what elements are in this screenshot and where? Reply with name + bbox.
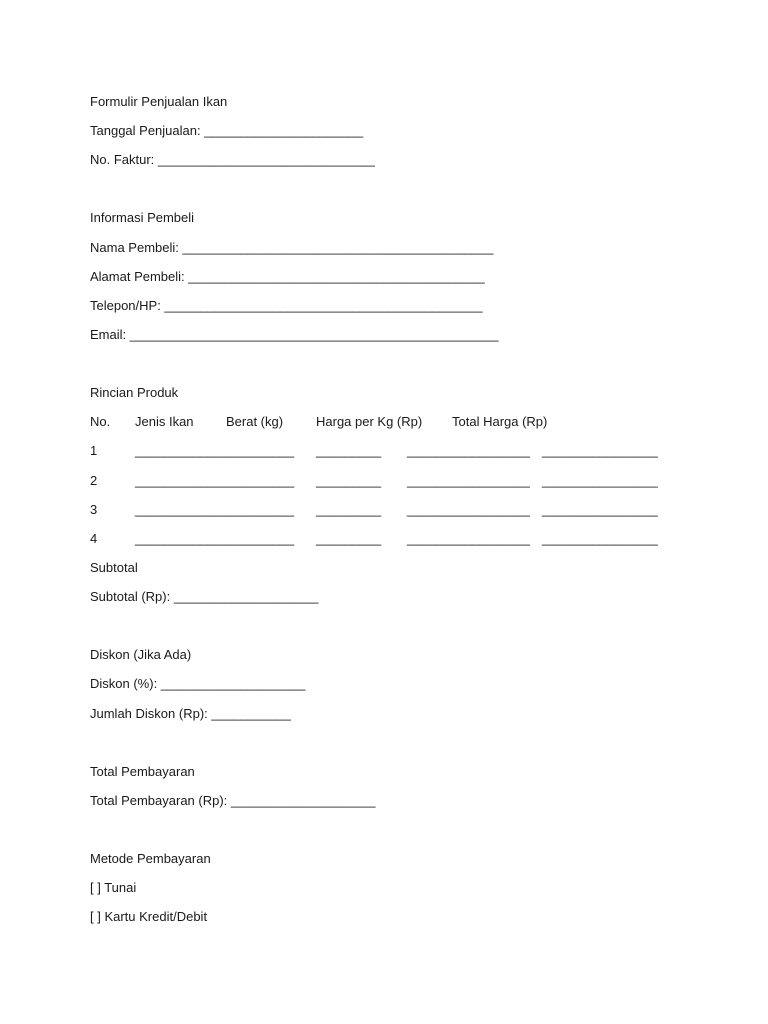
alamat-field: Alamat Pembeli: _________________________________________ — [90, 269, 485, 284]
row-harga-blank: _________________ — [407, 443, 530, 458]
row-no: 3 — [90, 502, 98, 517]
row-harga-blank: _________________ — [407, 473, 530, 488]
jumlah-diskon-field: Jumlah Diskon (Rp): ___________ — [90, 706, 291, 721]
row-no: 4 — [90, 531, 98, 546]
tanggal-field: Tanggal Penjualan: ______________________ — [90, 123, 364, 138]
row-berat-blank: _________ — [316, 531, 382, 546]
row-no: 2 — [90, 473, 98, 488]
option-tunai: [ ] Tunai — [90, 880, 137, 895]
total-pembayaran-field: Total Pembayaran (Rp): ____________________ — [90, 793, 376, 808]
row-total-blank: ________________ — [542, 502, 658, 517]
row-harga-blank: _________________ — [407, 531, 530, 546]
col-header-jenis-ikan: Jenis Ikan — [135, 414, 194, 429]
row-total-blank: ________________ — [542, 531, 658, 546]
faktur-field: No. Faktur: ______________________________ — [90, 152, 375, 167]
email-field: Email: ___________________________________________________ — [90, 327, 499, 342]
form-title: Formulir Penjualan Ikan — [90, 94, 228, 109]
diskon-persen-field: Diskon (%): ____________________ — [90, 676, 306, 691]
row-jenis-ikan-blank: ______________________ — [135, 502, 295, 517]
total-heading: Total Pembayaran — [90, 764, 195, 779]
produk-heading: Rincian Produk — [90, 385, 179, 400]
row-berat-blank: _________ — [316, 502, 382, 517]
col-header-harga: Harga per Kg (Rp) — [316, 414, 423, 429]
col-header-no: No. — [90, 414, 111, 429]
row-total-blank: ________________ — [542, 473, 658, 488]
row-jenis-ikan-blank: ______________________ — [135, 443, 295, 458]
row-jenis-ikan-blank: ______________________ — [135, 531, 295, 546]
metode-heading: Metode Pembayaran — [90, 851, 211, 866]
telepon-field: Telepon/HP: ____________________________________________ — [90, 298, 483, 313]
col-header-total: Total Harga (Rp) — [452, 414, 548, 429]
col-header-berat: Berat (kg) — [226, 414, 284, 429]
subtotal-heading: Subtotal — [90, 560, 138, 575]
subtotal-field: Subtotal (Rp): ____________________ — [90, 589, 319, 604]
row-berat-blank: _________ — [316, 443, 382, 458]
diskon-heading: Diskon (Jika Ada) — [90, 647, 192, 662]
row-no: 1 — [90, 443, 98, 458]
nama-field: Nama Pembeli: ___________________________________________ — [90, 240, 494, 255]
row-harga-blank: _________________ — [407, 502, 530, 517]
row-total-blank: ________________ — [542, 443, 658, 458]
pembeli-heading: Informasi Pembeli — [90, 210, 195, 225]
row-jenis-ikan-blank: ______________________ — [135, 473, 295, 488]
option-kartu: [ ] Kartu Kredit/Debit — [90, 909, 208, 924]
row-berat-blank: _________ — [316, 473, 382, 488]
